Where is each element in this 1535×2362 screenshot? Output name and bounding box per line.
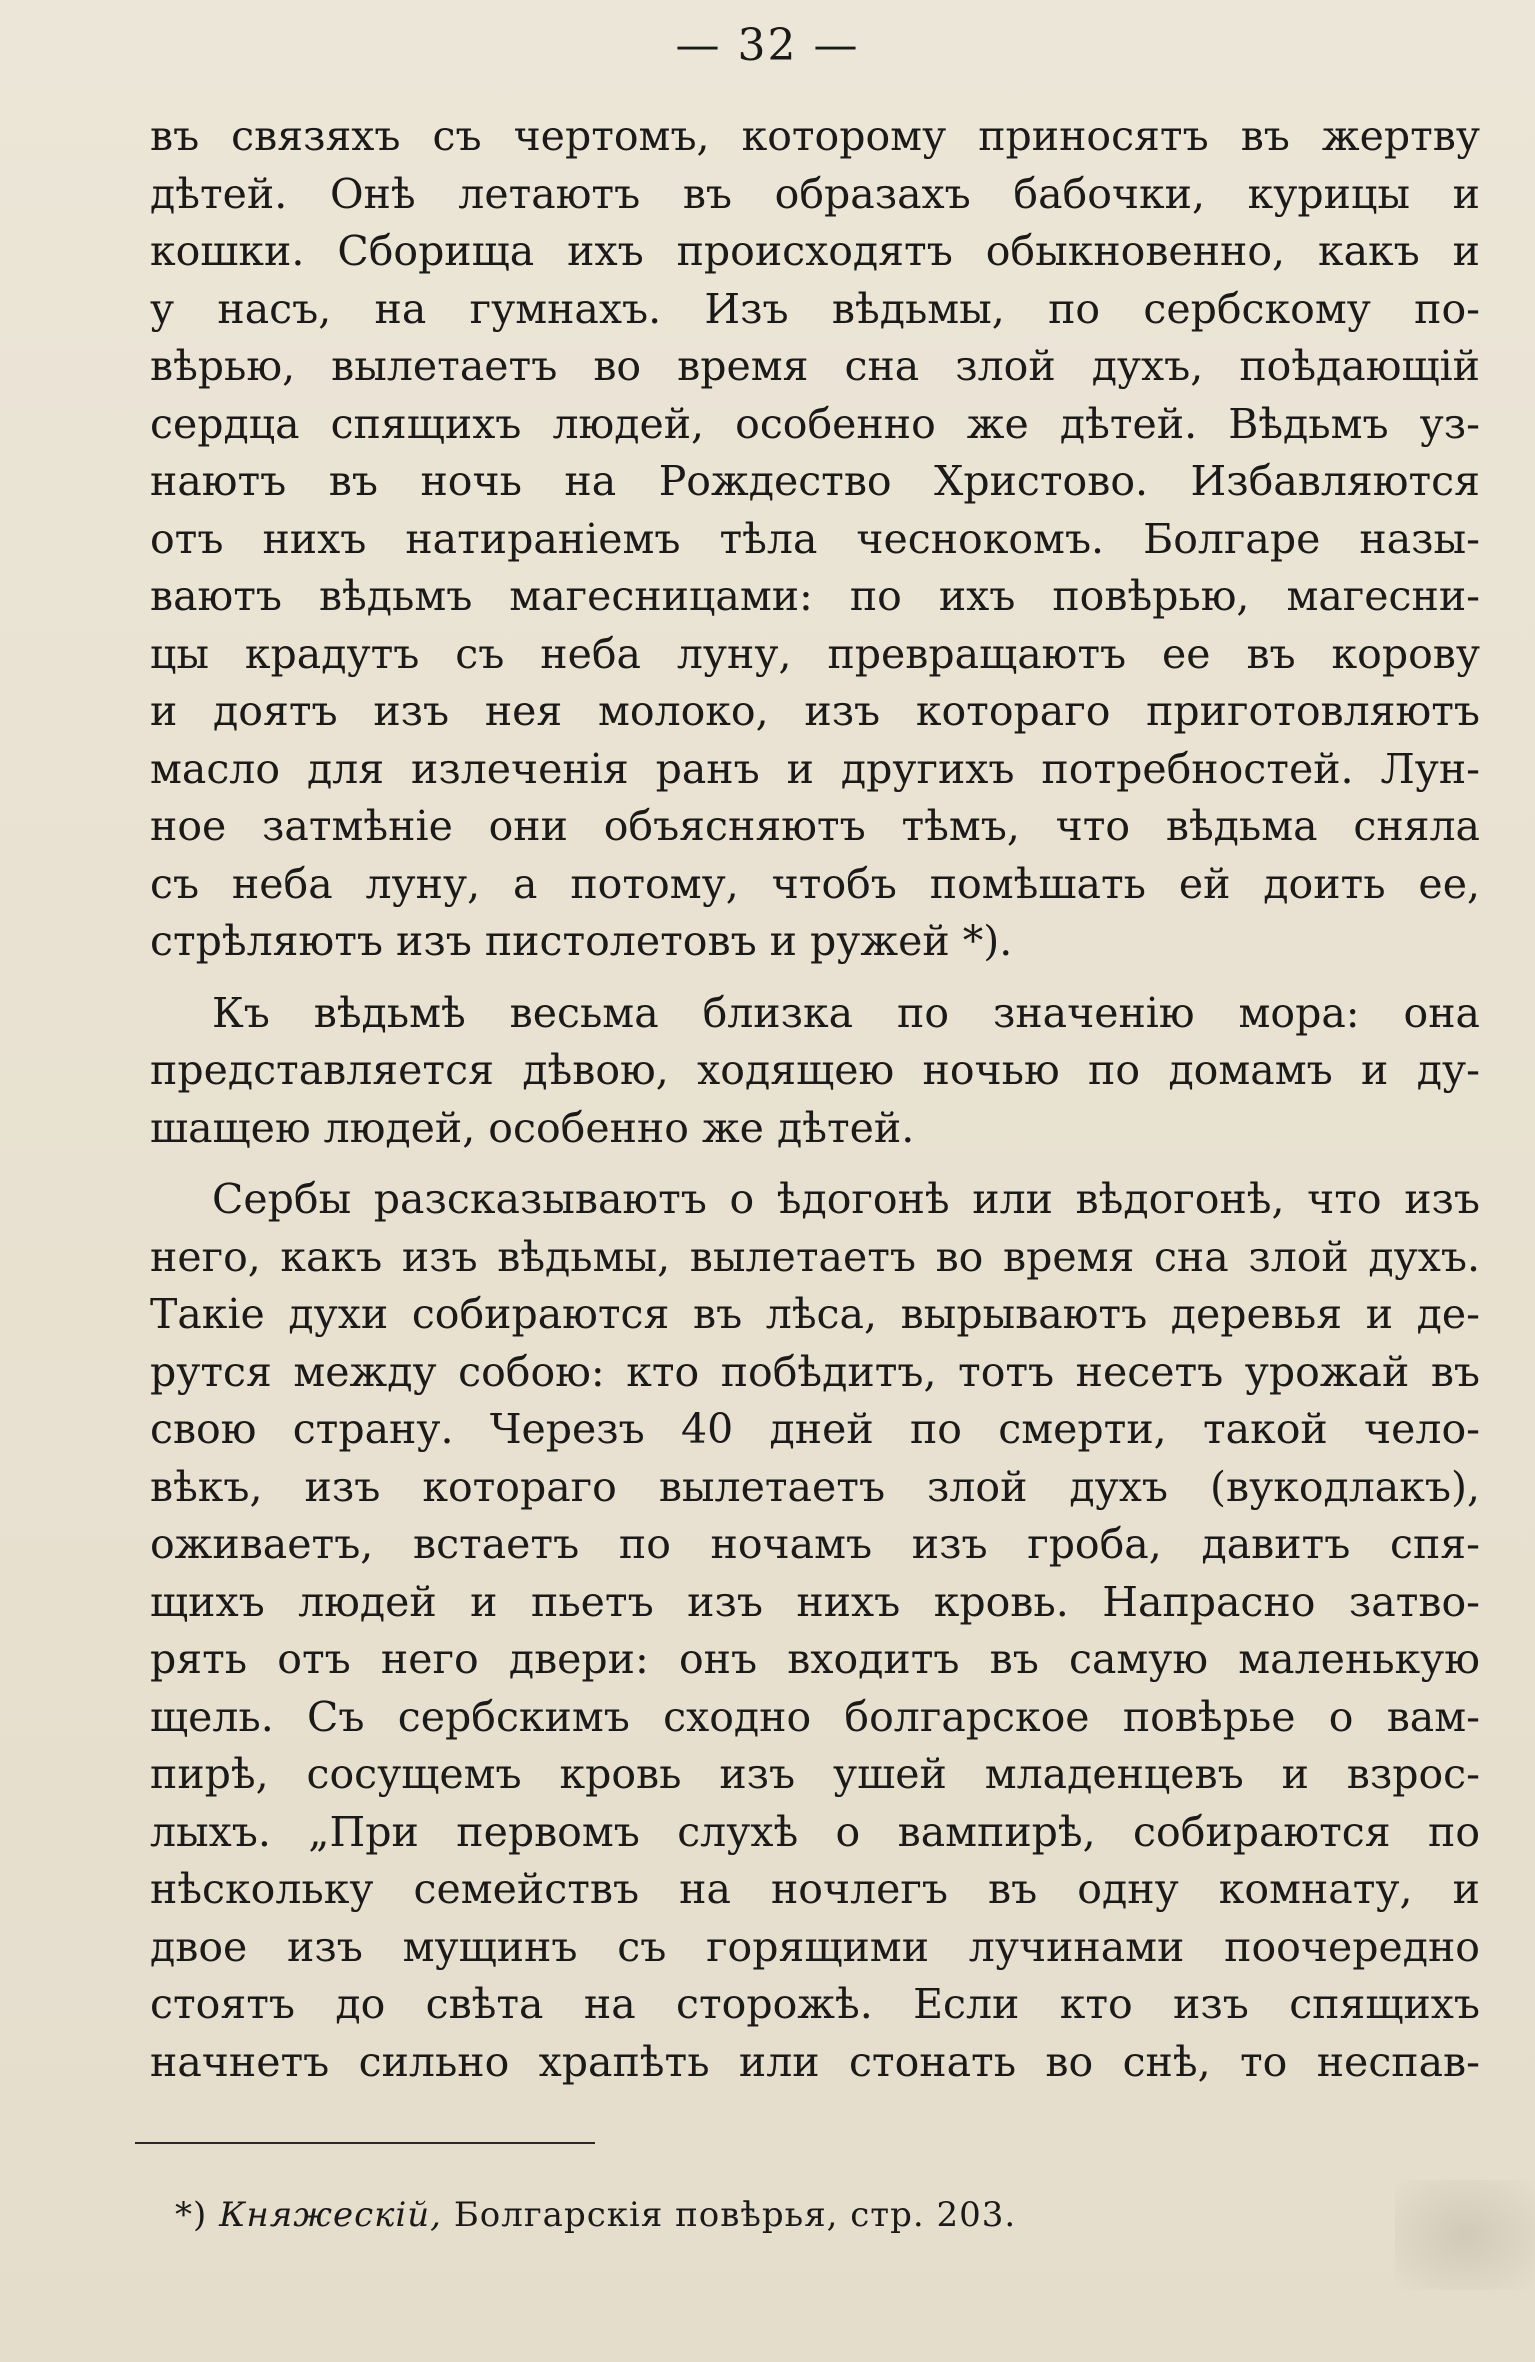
text-line: свою страну. Черезъ 40 дней по смерти, такой чело-	[150, 1405, 1480, 1453]
text-line: двое изъ мущинъ съ горящими лучинами поочередно	[150, 1922, 1480, 1971]
text-line: вѣрью, вылетаетъ во время сна злой духъ, поѣдающій	[150, 342, 1480, 390]
footnote	[175, 2195, 1016, 2235]
text-line: въ связяхъ съ чертомъ, которому приносятъ въ жертву	[150, 112, 1480, 160]
footnote-text: Болгарскія повѣрья, стр. 203.	[453, 2195, 1017, 2235]
text-line: дѣтей. Онѣ летаютъ въ образахъ бабочки, курицы и	[150, 169, 1480, 218]
text-line: нѣскольку семействъ на ночлегъ въ одну комнату, и	[150, 1865, 1480, 1913]
text-line: щель. Съ сербскимъ сходно болгарское повѣрье о вам-	[150, 1692, 1480, 1741]
text-line: рять отъ него двери: онъ входитъ въ самую маленькую	[150, 1635, 1480, 1683]
text-line: ное затмѣніе они объясняютъ тѣмъ, что вѣдьма сняла	[150, 802, 1480, 850]
text-line: начнетъ сильно храпѣть или стонать во снѣ, то неспав-	[150, 2037, 1480, 2086]
body-text	[150, 108, 1480, 2091]
text-line: стрѣляютъ изъ пистолетовъ и ружей *).	[150, 917, 1013, 965]
page-bleed-through	[1395, 2180, 1535, 2290]
text-line: стоятъ до свѣта на сторожѣ. Если кто изъ спящихъ	[150, 1980, 1480, 2028]
text-line: масло для излеченія ранъ и другихъ потребностей. Лун-	[150, 744, 1480, 793]
text-line: пирѣ, сосущемъ кровь изъ ушей младенцевъ и взрос-	[150, 1750, 1480, 1798]
text-line: и доятъ изъ нея молоко, изъ котораго приготовляютъ	[150, 687, 1480, 735]
text-line: рутся между собою: кто побѣдитъ, тотъ несетъ урожай въ	[150, 1347, 1480, 1396]
text-line: него, какъ изъ вѣдьмы, вылетаетъ во время сна злой духъ.	[150, 1232, 1480, 1281]
text-line: оживаетъ, встаетъ по ночамъ изъ гроба, давитъ спя-	[150, 1520, 1480, 1568]
paragraph-gap	[150, 1157, 1480, 1171]
page-number: — 32 —	[675, 20, 860, 71]
text-line: Сербы разсказываютъ о ѣдогонѣ или вѣдогонѣ, что изъ	[212, 1175, 1480, 1223]
text-line: цы крадутъ съ неба луну, превращаютъ ее въ корову	[150, 629, 1480, 678]
footnote-marker: *)	[175, 2195, 208, 2235]
text-line: Къ вѣдьмѣ весьма близка по значенію мора: она	[212, 988, 1480, 1037]
text-line: съ неба луну, а потому, чтобъ помѣшать ей доить ее,	[150, 859, 1480, 908]
paragraph-gap	[150, 971, 1480, 985]
footnote-divider	[135, 2142, 595, 2144]
text-line: вѣкъ, изъ котораго вылетаетъ злой духъ (вукодлакъ),	[150, 1462, 1480, 1511]
text-line: у насъ, на гумнахъ. Изъ вѣдьмы, по сербскому по-	[150, 284, 1480, 333]
text-line: наютъ въ ночь на Рождество Христово. Избавляются	[150, 457, 1480, 505]
text-line: кошки. Сборища ихъ происходятъ обыкновенно, какъ и	[150, 227, 1480, 275]
text-line: ваютъ вѣдьмъ магесницами: по ихъ повѣрью, магесни-	[150, 572, 1480, 620]
text-line: шащею людей, особенно же дѣтей.	[150, 1103, 915, 1152]
text-line: лыхъ. „При первомъ слухѣ о вампирѣ, собираются по	[150, 1807, 1480, 1856]
text-line: представляется дѣвою, ходящею ночью по домамъ и ду-	[150, 1046, 1480, 1094]
text-line: сердца спящихъ людей, особенно же дѣтей. Вѣдьмъ уз-	[150, 399, 1480, 448]
footnote-author: Княжескій,	[219, 2195, 442, 2235]
text-line: Такіе духи собираются въ лѣса, вырываютъ деревья и де-	[150, 1290, 1480, 1338]
text-line: щихъ людей и пьетъ изъ нихъ кровь. Напрасно затво-	[150, 1577, 1480, 1626]
text-line: отъ нихъ натираніемъ тѣла чеснокомъ. Болгаре назы-	[150, 514, 1480, 563]
